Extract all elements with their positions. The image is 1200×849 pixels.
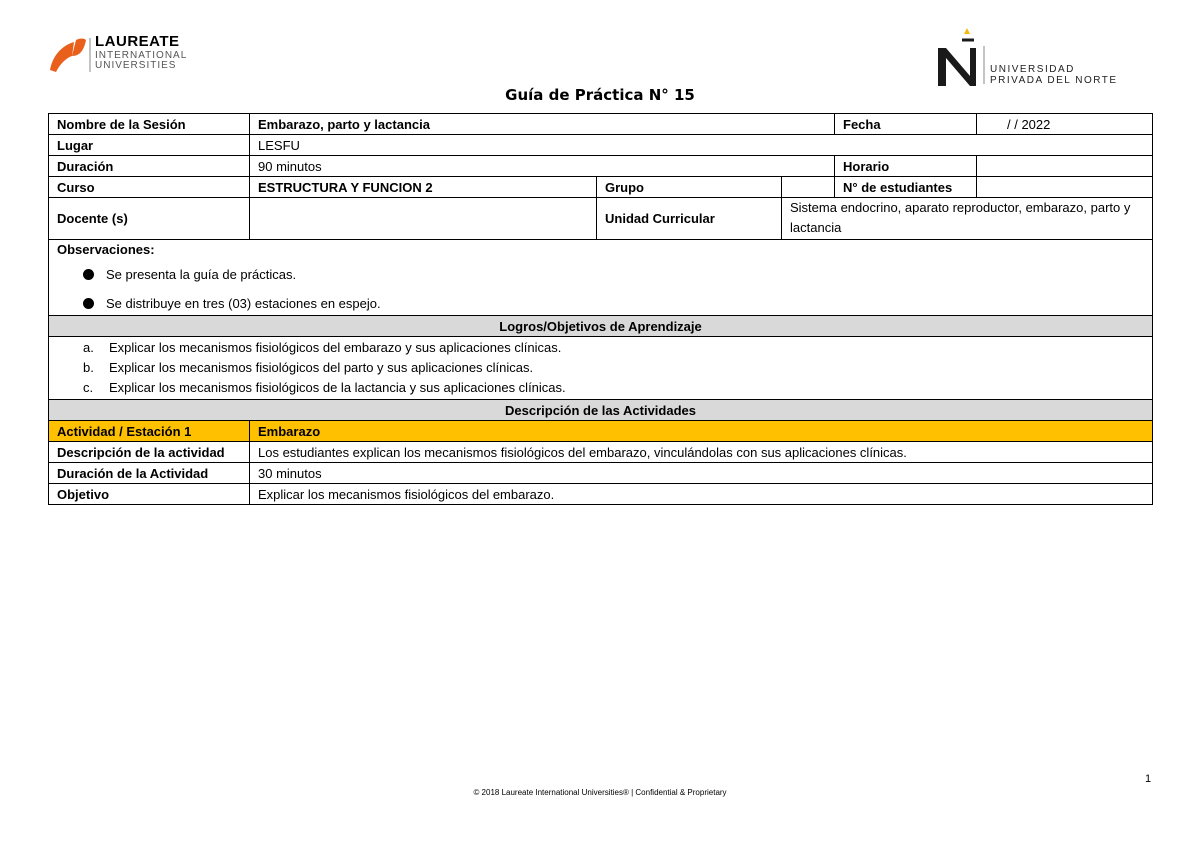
table-row [49,442,1153,463]
unit-label: Unidad Curricular [597,198,782,240]
students-value [977,177,1153,198]
teacher-label: Docente (s) [49,198,250,240]
table-row [49,316,1153,337]
table-row [49,400,1153,421]
observation-text: Se presenta la guía de prácticas. [106,267,297,282]
goal-text: Explicar los mecanismos fisiológicos del parto y sus aplicaciones clínicas. [109,360,534,375]
session-name-value: Embarazo, parto y lactancia [250,114,835,135]
teacher-value [250,198,597,240]
goal-letter: b. [83,360,94,375]
place-label: Lugar [49,135,250,156]
table-row [49,421,1153,442]
goal-text: Explicar los mecanismos fisiológicos de la lactancia y sus aplicaciones clínicas. [109,380,566,395]
table-row [49,114,1153,135]
list-item [83,358,1144,378]
course-label: Curso [49,177,250,198]
activity-desc-label: Descripción de la actividad [49,442,250,463]
upn-line2: PRIVADA DEL NORTE [990,75,1118,86]
place-value: LESFU [250,135,1153,156]
upn-line1: UNIVERSIDAD [990,64,1075,75]
activities-header: Descripción de las Actividades [49,400,1153,421]
objective-label: Objetivo [49,484,250,505]
session-table [48,113,1153,505]
list-item [83,267,1144,282]
laureate-line2: INTERNATIONAL [95,50,188,61]
observation-text: Se distribuye en tres (03) estaciones en espejo. [106,296,381,311]
station-value: Embarazo [250,421,1153,442]
table-row [49,135,1153,156]
station-label: Actividad / Estación 1 [49,421,250,442]
table-row [49,337,1153,400]
unit-value: Sistema endocrino, aparato reproductor, embarazo, parto y lactancia [782,198,1153,240]
page-number: 1 [1145,773,1152,785]
goals-cell [49,337,1153,400]
bullet-icon [83,298,94,309]
activity-desc-value: Los estudiantes explican los mecanismos fisiológicos del embarazo, vinculándolas con sus aplicaciones clínicas. [250,442,1153,463]
date-value: / / 2022 [977,114,1153,135]
date-label: Fecha [835,114,977,135]
bullet-icon [83,269,94,280]
activity-duration-value: 30 minutos [250,463,1153,484]
table-row [49,198,1153,240]
group-value [782,177,835,198]
laureate-line3: UNIVERSITIES [95,60,177,71]
list-item [83,378,1144,398]
page-title: Guía de Práctica N° 15 [505,86,695,104]
objective-value: Explicar los mecanismos fisiológicos del embarazo. [250,484,1153,505]
goals-header: Logros/Objetivos de Aprendizaje [49,316,1153,337]
schedule-value [977,156,1153,177]
list-item [83,296,1144,311]
laureate-name: LAUREATE [95,33,180,50]
goal-letter: a. [83,340,94,355]
table-row [49,484,1153,505]
session-name-label: Nombre de la Sesión [49,114,250,135]
table-row [49,156,1153,177]
table-row [49,463,1153,484]
observations-cell [49,240,1153,316]
table-row [49,177,1153,198]
duration-label: Duración [49,156,250,177]
activity-duration-label: Duración de la Actividad [49,463,250,484]
list-item [83,338,1144,358]
goal-text: Explicar los mecanismos fisiológicos del embarazo y sus aplicaciones clínicas. [109,340,562,355]
observations-label: Observaciones: [57,242,155,257]
course-value: ESTRUCTURA Y FUNCION 2 [250,177,597,198]
footer-text: © 2018 Laureate International Universities® | Confidential & Proprietary [473,788,727,797]
table-row [49,240,1153,316]
schedule-label: Horario [835,156,977,177]
duration-value: 90 minutos [250,156,835,177]
group-label: Grupo [597,177,782,198]
students-label: N° de estudiantes [835,177,977,198]
goal-letter: c. [83,380,94,395]
